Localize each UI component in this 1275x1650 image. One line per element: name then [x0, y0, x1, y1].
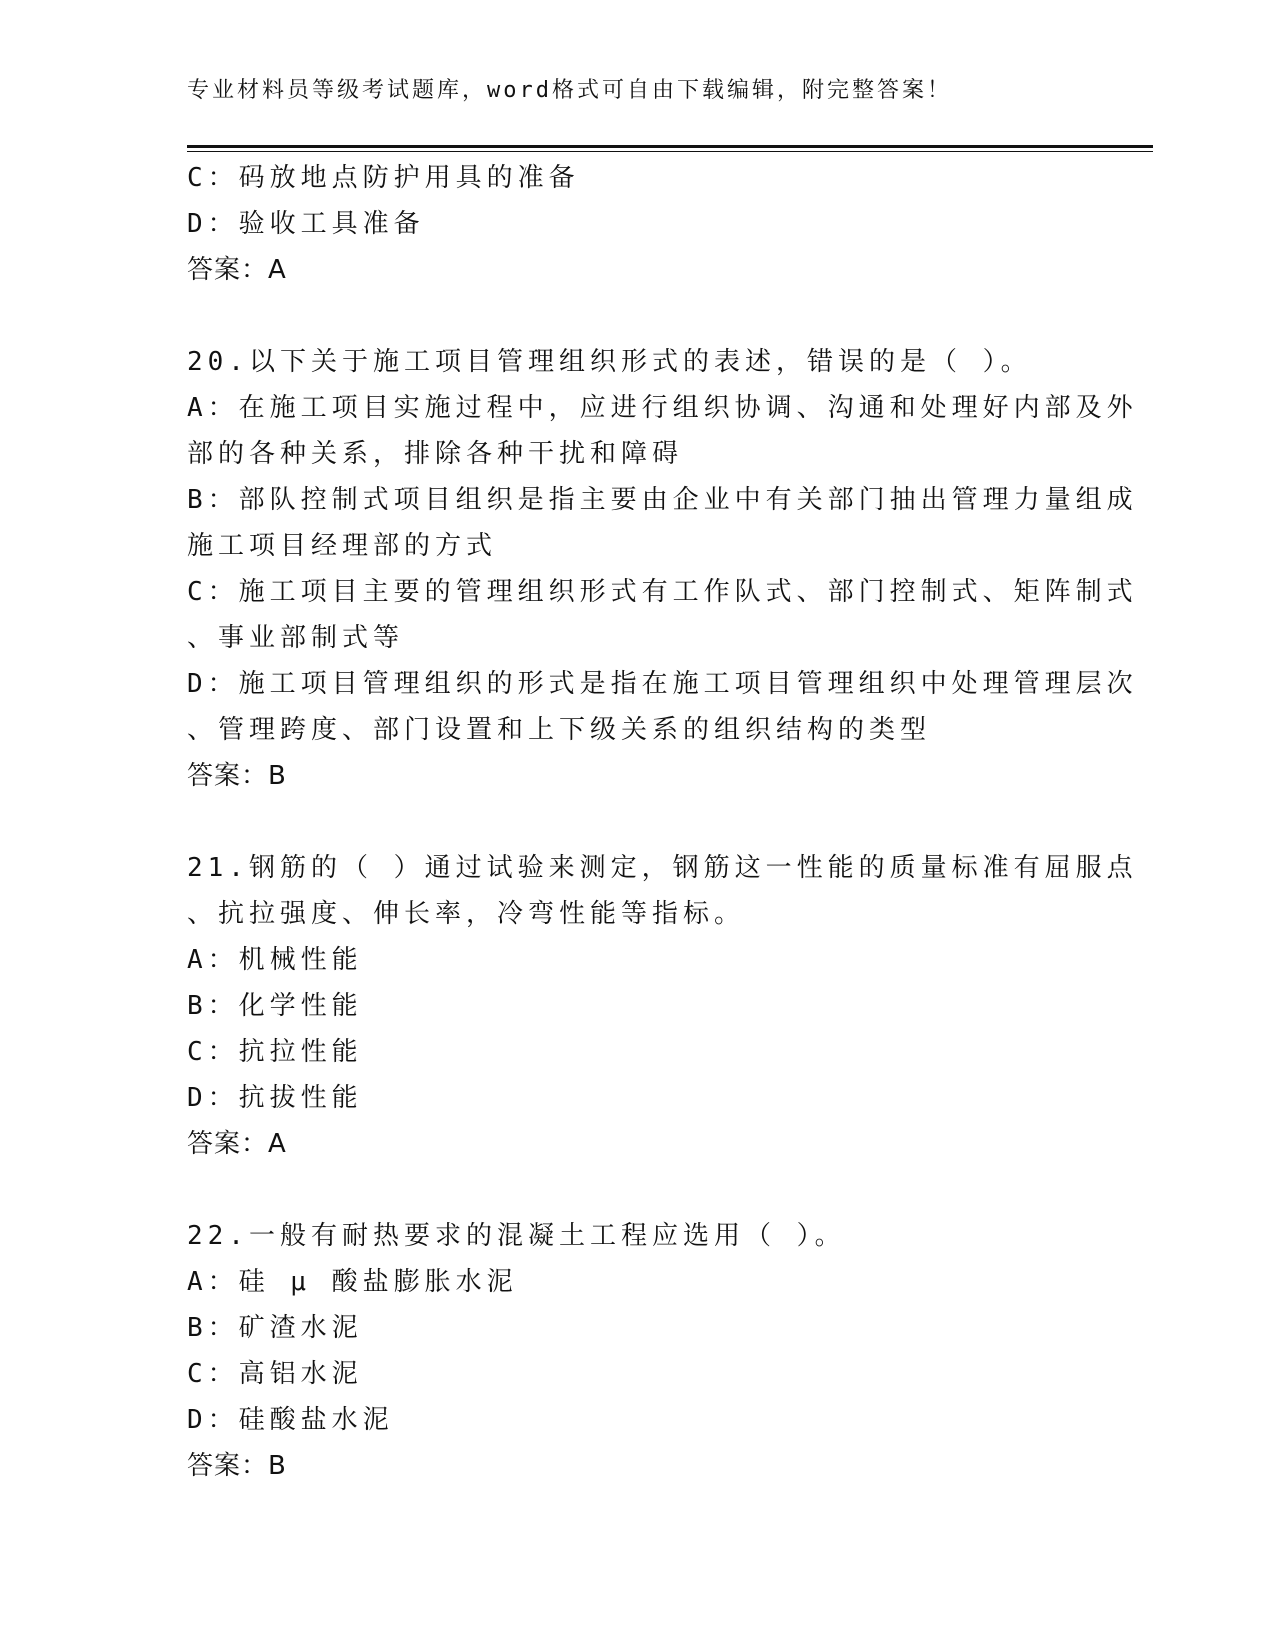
option-line: 、事业部制式等: [187, 623, 405, 653]
question-stem: 21.钢筋的（ ）通过试验来测定，钢筋这一性能的质量标准有屈服点: [187, 853, 1138, 883]
spacer: [187, 1167, 1087, 1213]
option-line: C：码放地点防护用具的准备: [187, 163, 580, 193]
answer-line: 答案：A: [187, 255, 287, 285]
option-line: A：硅 μ 酸盐膨胀水泥: [187, 1267, 518, 1297]
option-line: 施工项目经理部的方式: [187, 531, 498, 561]
answer-line: 答案：B: [187, 761, 287, 791]
option-line: B：矿渣水泥: [187, 1313, 363, 1343]
option-line: D：抗拔性能: [187, 1083, 363, 1113]
option-line: B：化学性能: [187, 991, 363, 1021]
option-line: D：硅酸盐水泥: [187, 1405, 394, 1435]
option-line: B：部队控制式项目组织是指主要由企业中有关部门抽出管理力量组成: [187, 485, 1138, 515]
answer-line: 答案：B: [187, 1451, 287, 1481]
option-line: C：施工项目主要的管理组织形式有工作队式、部门控制式、矩阵制式: [187, 577, 1138, 607]
option-line: C：高铝水泥: [187, 1359, 363, 1389]
question-block-21: [187, 845, 1138, 1167]
answer-line: 答案：A: [187, 1129, 287, 1159]
question-stem: 、抗拉强度、伸长率，冷弯性能等指标。: [187, 899, 746, 929]
question-content: [187, 155, 1138, 1489]
option-line: C：抗拉性能: [187, 1037, 363, 1067]
header-rule-thick: [187, 145, 1153, 148]
question-block-20: [187, 339, 1138, 799]
option-line: A：机械性能: [187, 945, 363, 975]
option-line: 部的各种关系，排除各种干扰和障碍: [187, 439, 684, 469]
option-line: D：施工项目管理组织的形式是指在施工项目管理组织中处理管理层次: [187, 669, 1138, 699]
header-rule-thin: [187, 151, 1153, 152]
spacer: [187, 293, 1087, 339]
question-block-22: [187, 1213, 1087, 1489]
option-line: A：在施工项目实施过程中，应进行组织协调、沟通和处理好内部及外: [187, 393, 1138, 423]
option-line: 、管理跨度、部门设置和上下级关系的组织结构的类型: [187, 715, 932, 745]
question-stem: 22.一般有耐热要求的混凝土工程应选用（ ）。: [187, 1221, 846, 1251]
question-stem: 20.以下关于施工项目管理组织形式的表述，错误的是（ ）。: [187, 347, 1032, 377]
option-line: D：验收工具准备: [187, 209, 425, 239]
spacer: [187, 799, 1087, 845]
header-note: 专业材料员等级考试题库，word格式可自由下载编辑，附完整答案！: [187, 78, 952, 103]
prev-question-block: [187, 155, 1087, 293]
